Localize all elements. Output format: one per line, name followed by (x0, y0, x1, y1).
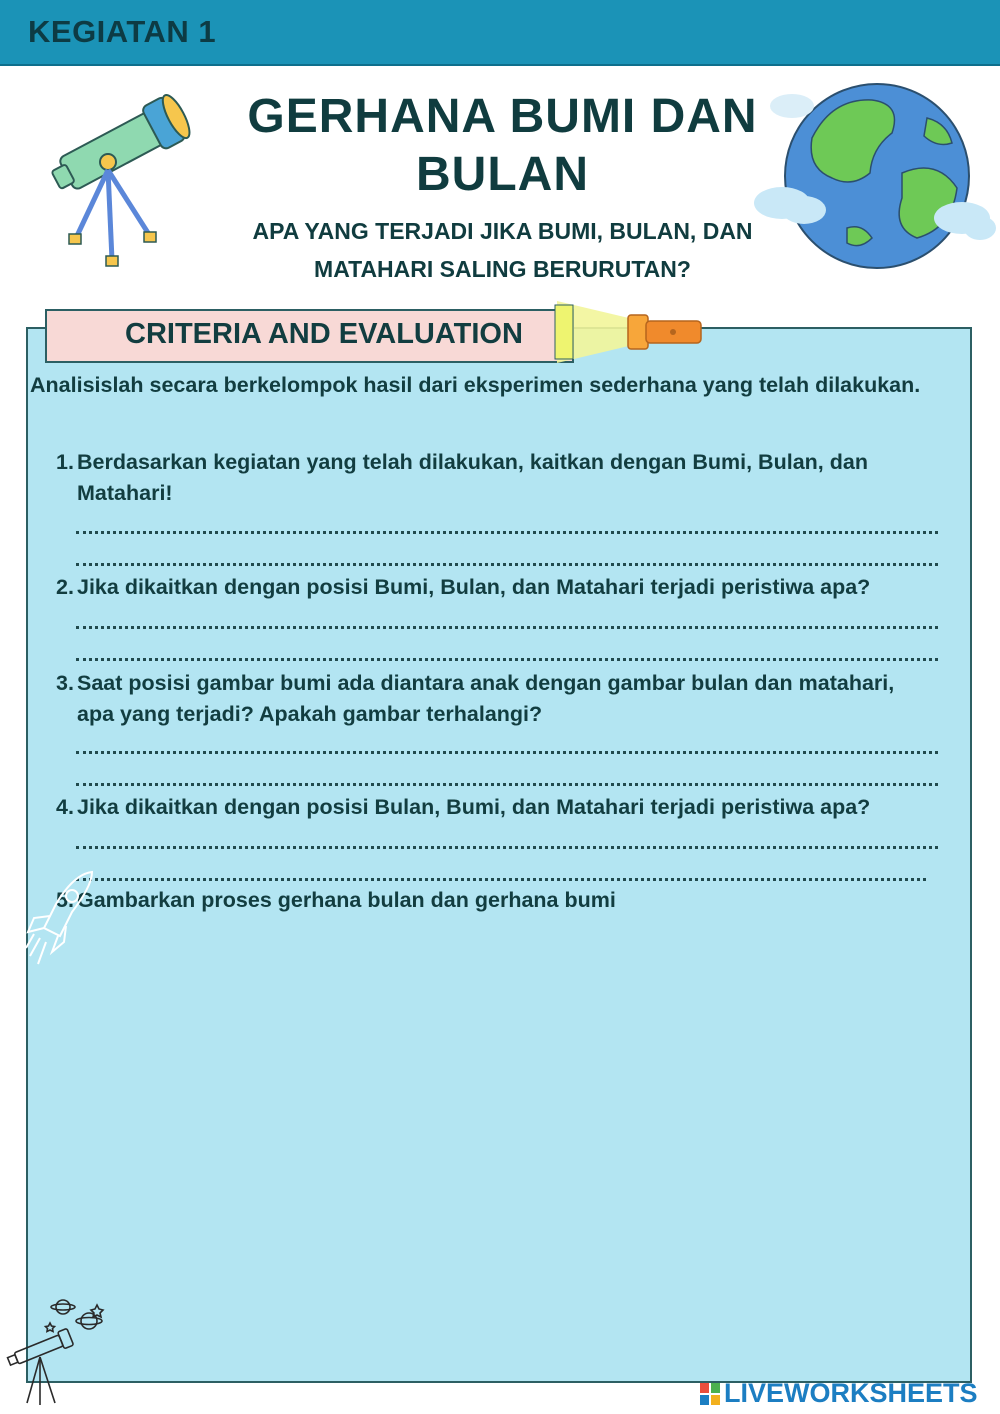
answer-line-2a[interactable] (76, 620, 938, 629)
question-number: 4. (56, 795, 74, 819)
answer-line-1b[interactable] (76, 557, 938, 566)
page-title-line-1: GERHANA BUMI DAN (247, 90, 758, 143)
question-text: Jika dikaitkan dengan posisi Bulan, Bumi, dan Matahari terjadi peristiwa apa? (77, 795, 871, 819)
question-number: 5. (56, 888, 74, 912)
section-header (45, 309, 574, 363)
section-heading: CRITERIA AND EVALUATION (125, 318, 523, 350)
answer-line-3b[interactable] (76, 777, 938, 786)
page-title (230, 88, 775, 204)
rocket-icon (22, 866, 102, 971)
answer-line-3a[interactable] (76, 745, 938, 754)
question-text: Berdasarkan kegiatan yang telah dilakukan, kaitkan dengan Bumi, Bulan, dan Matahari! (77, 450, 868, 505)
liveworksheets-logo-icon (700, 1383, 720, 1405)
earth-icon (752, 78, 997, 278)
answer-line-4b[interactable] (76, 872, 926, 881)
question-number: 1. (56, 450, 74, 474)
page-title-line-2: BULAN (416, 148, 589, 201)
page-subtitle-line-1: APA YANG TERJADI JIKA BUMI, BULAN, DAN (252, 218, 753, 244)
brand-name: LIVEWORKSHEETS (724, 1378, 978, 1408)
telescope-icon (40, 88, 200, 273)
activity-label: KEGIATAN 1 (28, 14, 217, 49)
question-number: 3. (56, 671, 74, 695)
telescope-planets-icon (5, 1295, 110, 1407)
flashlight-icon (553, 297, 713, 367)
intro-paragraph: Analisislah secara berkelompok hasil dari eksperimen sederhana yang telah dilakukan. (30, 373, 921, 397)
question-number: 2. (56, 575, 74, 599)
top-banner (0, 0, 1000, 66)
question-text: Saat posisi gambar bumi ada diantara anak dengan gambar bulan dan matahari, apa yang terjadi? Apakah gambar terhalangi? (77, 671, 895, 726)
page-subtitle-line-2: MATAHARI SALING BERURUTAN? (314, 256, 691, 282)
page-subtitle (240, 212, 765, 288)
answer-line-4a[interactable] (76, 840, 938, 849)
answer-line-1a[interactable] (76, 525, 938, 534)
answer-line-2b[interactable] (76, 652, 938, 661)
question-text: Gambarkan proses gerhana bulan dan gerhana bumi (77, 888, 616, 912)
question-text: Jika dikaitkan dengan posisi Bumi, Bulan, dan Matahari terjadi peristiwa apa? (77, 575, 871, 599)
